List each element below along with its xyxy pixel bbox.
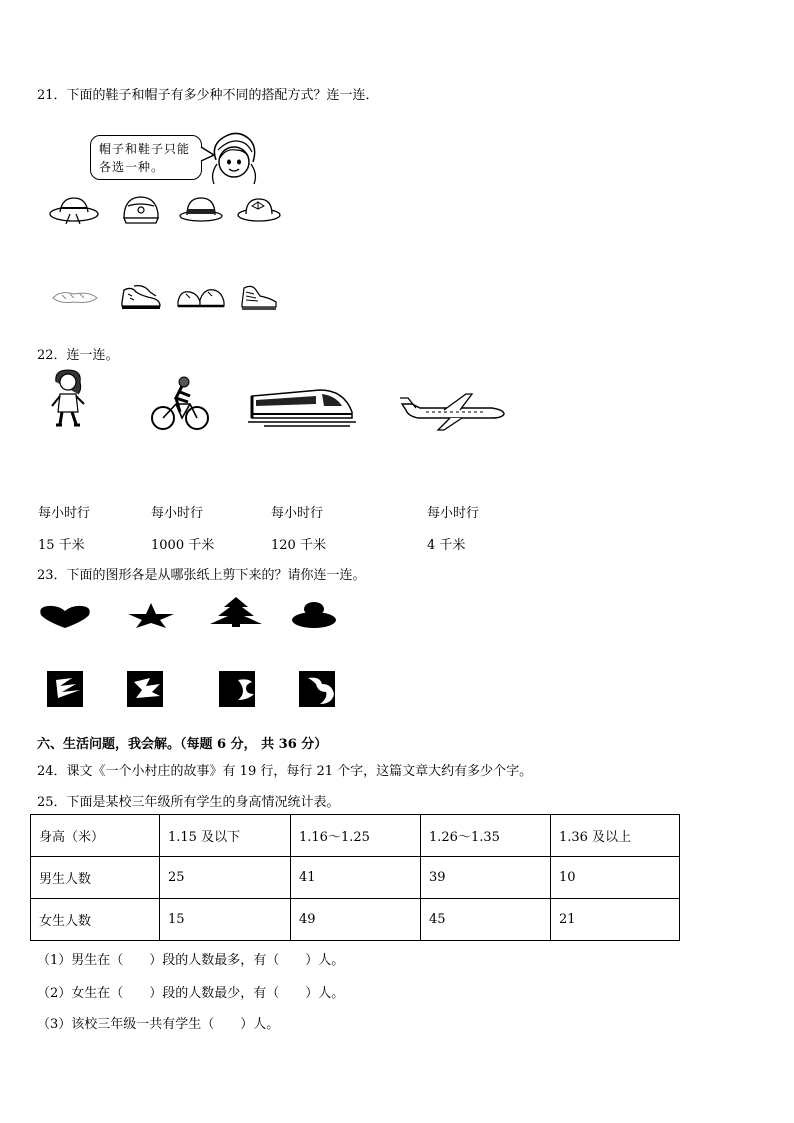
- girl-face-icon: [208, 130, 260, 188]
- table-header-cell: 1.16～1.25: [291, 815, 421, 857]
- table-cell: 21: [551, 899, 680, 941]
- gourd-icon: [290, 601, 338, 629]
- hat-ribbon-icon: [48, 194, 100, 226]
- table-row: [31, 899, 680, 941]
- hat-cap-icon: [120, 192, 162, 226]
- table-header-cell: 1.26～1.35: [421, 815, 551, 857]
- height-stat-table: [30, 814, 680, 941]
- table-cell: 男生人数: [31, 857, 160, 899]
- question-25-sub-1: （1）男生在（ ）段的人数最多，有（ ）人。: [37, 953, 345, 968]
- table-header-cell: 身高（米）: [31, 815, 160, 857]
- question-21: 21．下面的鞋子和帽子有多少种不同的搭配方式？连一连．: [37, 88, 379, 103]
- cut-paper-3-icon: [218, 670, 256, 708]
- table-cell: 41: [291, 857, 421, 899]
- star-icon: [126, 601, 176, 629]
- train-icon: [246, 384, 358, 432]
- cut-paper-1-icon: [46, 670, 84, 708]
- cut-paper-2-icon: [126, 670, 164, 708]
- cut-paper-4-icon: [298, 670, 336, 708]
- speed-label-2: 每小时行: [151, 506, 204, 521]
- speed-value-1: 15 千米: [38, 538, 85, 553]
- hat-bow-icon: [236, 194, 282, 224]
- bubble-line-2: 各选一种。: [99, 160, 165, 174]
- question-22: 22．连一连。: [37, 348, 119, 363]
- cyclist-icon: [150, 374, 210, 432]
- walking-girl-icon: [48, 368, 90, 428]
- tree-icon: [208, 596, 264, 628]
- speed-label-4: 每小时行: [427, 506, 480, 521]
- table-cell: 15: [160, 899, 291, 941]
- speed-value-3: 120 千米: [271, 538, 326, 553]
- table-cell: 49: [291, 899, 421, 941]
- shoe-boot-icon: [236, 282, 280, 312]
- question-23: 23．下面的图形各是从哪张纸上剪下来的？请你连一连。: [37, 568, 366, 583]
- table-cell: 10: [551, 857, 680, 899]
- question-25-sub-2: （2）女生在（ ）段的人数最少，有（ ）人。: [37, 986, 345, 1001]
- shoe-slipper-icon: [50, 286, 100, 306]
- table-cell: 25: [160, 857, 291, 899]
- question-24: 24．课文《一个小村庄的故事》有 19 行，每行 21 个字，这篇文章大约有多少个字。: [37, 764, 533, 779]
- table-row: [31, 857, 680, 899]
- table-header-row: [31, 815, 680, 857]
- speed-label-3: 每小时行: [271, 506, 324, 521]
- speed-value-4: 4 千米: [427, 538, 466, 553]
- speech-bubble: [90, 135, 202, 180]
- airplane-icon: [396, 390, 508, 432]
- shoe-sneaker-icon: [118, 282, 164, 312]
- shoe-pair-icon: [176, 284, 226, 310]
- heart-icon: [38, 603, 92, 629]
- table-header-cell: 1.15 及以下: [160, 815, 291, 857]
- table-cell: 45: [421, 899, 551, 941]
- speed-value-2: 1000 千米: [151, 538, 215, 553]
- bubble-line-1: 帽子和鞋子只能: [99, 142, 191, 156]
- question-25: 25．下面是某校三年级所有学生的身高情况统计表。: [37, 795, 340, 810]
- table-cell: 女生人数: [31, 899, 160, 941]
- hat-fedora-icon: [178, 194, 224, 224]
- table-cell: 39: [421, 857, 551, 899]
- section-6-title: 六、生活问题，我会解。（每题 6 分， 共 36 分）: [37, 737, 328, 752]
- table-header-cell: 1.36 及以上: [551, 815, 680, 857]
- speed-label-1: 每小时行: [38, 506, 91, 521]
- question-25-sub-3: （3）该校三年级一共有学生（ ）人。: [37, 1017, 280, 1032]
